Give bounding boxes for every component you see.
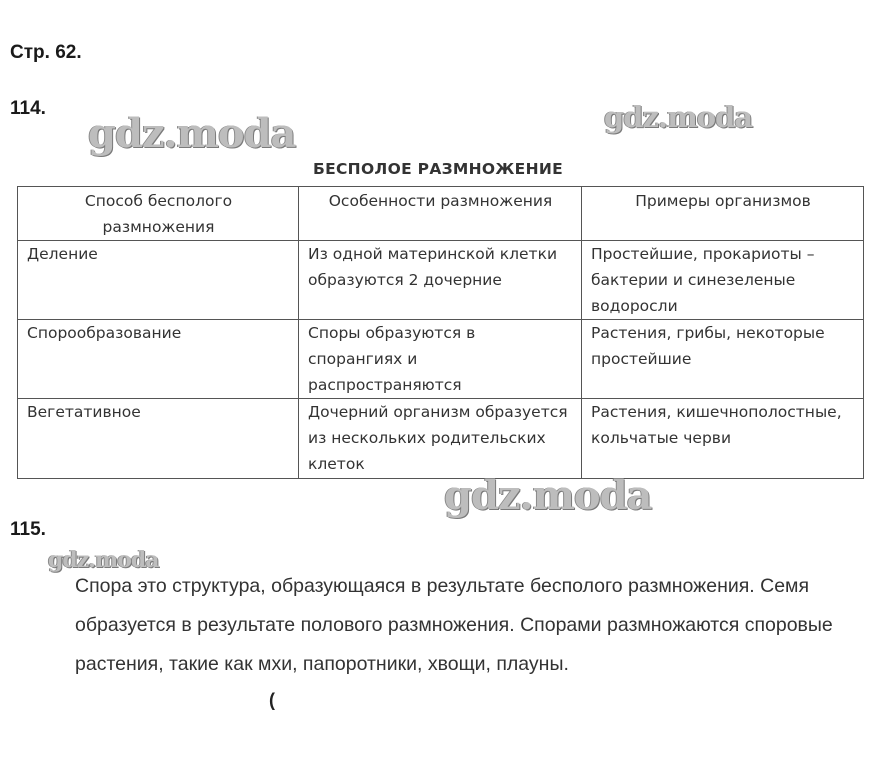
table-cell: Простейшие, прокариоты – бактерии и синезеленые водоросли (582, 241, 864, 320)
page-label: Стр. 62. (10, 42, 82, 63)
watermark-logo: gdz.moda (88, 110, 296, 157)
table-cell: Спорообразование (18, 320, 299, 399)
answer-text-115: Спора это структура, образующаяся в результате бесполого размножения. Семя образуется в результате полового размножения. Спорами размножаются споровые растения, такие как мхи, папоротники, хвощи, плауны. (75, 575, 833, 675)
table-cell: Деление (18, 241, 299, 320)
task-number-114: 114. (10, 98, 46, 119)
watermark-logo: gdz.moda (444, 472, 652, 519)
table-cell: Споры образуются в спорангиях и распространяются (299, 320, 582, 399)
table-title: БЕСПОЛОЕ РАЗМНОЖЕНИЕ (313, 160, 563, 178)
table-header-row (18, 187, 864, 241)
stray-mark: ( (269, 690, 275, 710)
header-cell: Способ бесполого размножения (18, 187, 299, 241)
header-cell: Особенности размножения (299, 187, 582, 241)
task-number-115: 115. (10, 519, 46, 540)
asexual-reproduction-table (17, 186, 864, 479)
table-cell: Растения, кишечнополостные, кольчатые черви (582, 399, 864, 479)
watermark-logo: gdz.moda (604, 100, 753, 134)
table-cell: Дочерний организм образуется из нескольких родительских клеток (299, 399, 582, 479)
table-row (18, 241, 864, 320)
table-cell: Вегетативное (18, 399, 299, 479)
table-cell: Из одной материнской клетки образуются 2 дочерние (299, 241, 582, 320)
table-cell: Растения, грибы, некоторые простейшие (582, 320, 864, 399)
header-cell: Примеры организмов (582, 187, 864, 241)
watermark-logo: gdz.moda (48, 547, 159, 573)
table-row (18, 320, 864, 399)
table-row (18, 399, 864, 479)
